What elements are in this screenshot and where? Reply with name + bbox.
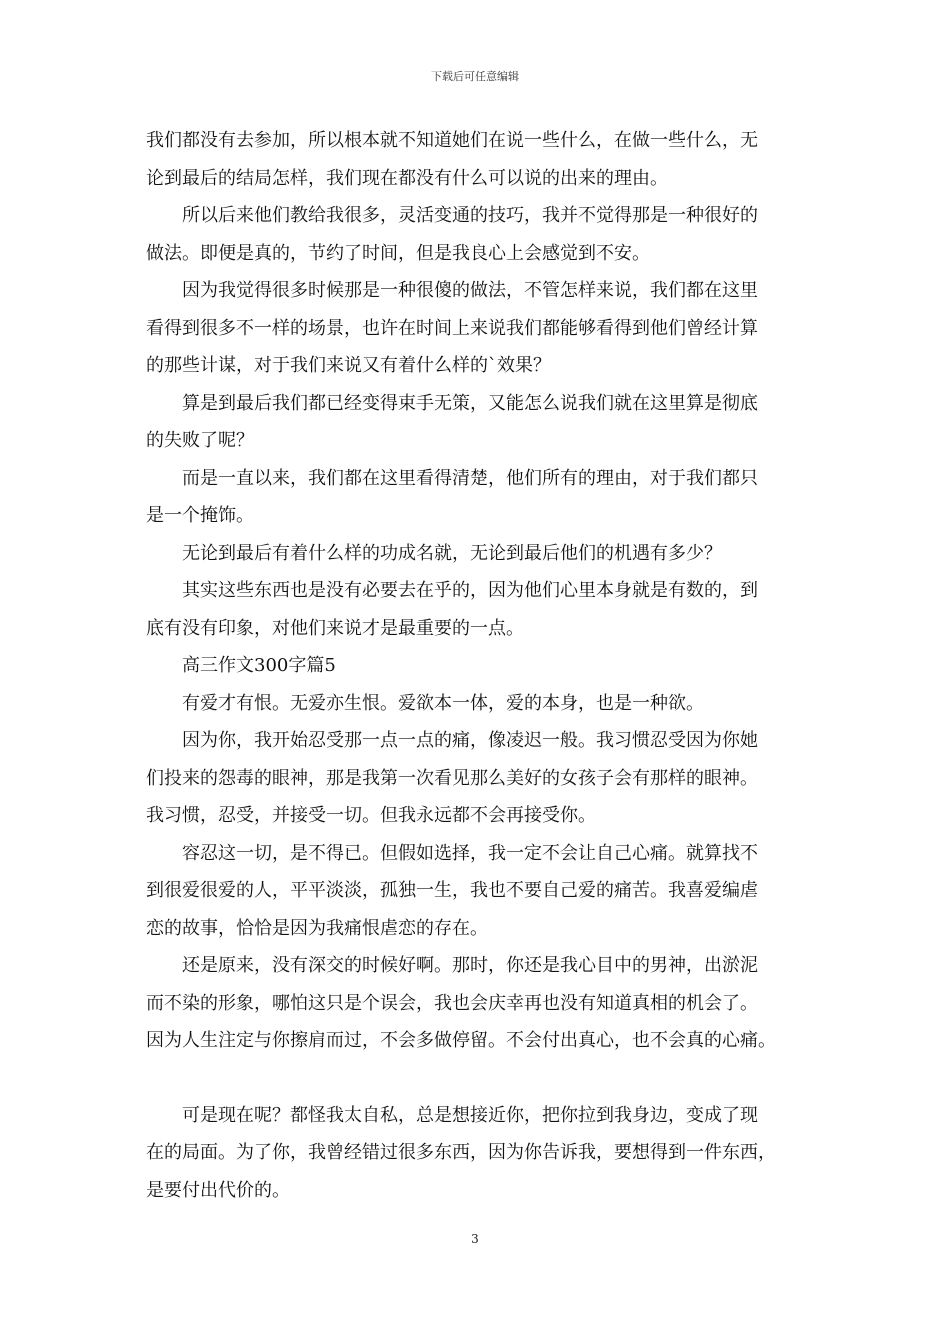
page-header: 下载后可任意编辑 [431, 70, 519, 83]
text-line: 我习惯，忍受，并接受一切。但我永远都不会再接受你。 [146, 805, 596, 826]
text-line: 有爱才有恨。无爱亦生恨。爱欲本一体，爱的本身，也是一种欲。 [182, 692, 704, 714]
text-line: 算是到最后我们都已经变得束手无策，又能怎么说我们就在这里算是彻底 [182, 392, 758, 414]
text-line: 其实这些东西也是没有必要去在乎的，因为他们心里本身就是有数的，到 [182, 580, 758, 601]
text-line: 的失败了呢？ [146, 430, 254, 451]
text-line: 因为你，我开始忍受那一点一点的痛，像凌迟一般。我习惯忍受因为你她 [182, 730, 758, 751]
text-line: 而不染的形象，哪怕这只是个误会，我也会庆幸再也没有知道真相的机会了。 [146, 992, 758, 1014]
text-line: 无论到最后有着什么样的功成名就，无论到最后他们的机遇有多少？ [182, 542, 722, 564]
text-line: 恋的故事，恰恰是因为我痛恨虐恋的存在。 [146, 917, 488, 939]
text-line: 容忍这一切，是不得已。但假如选择，我一定不会让自己心痛。就算找不 [182, 842, 758, 864]
text-line: 们投来的怨毒的眼神，那是我第一次看见那么美好的女孩子会有那样的眼神。 [146, 767, 758, 789]
text-line: 还是原来，没有深交的时候好啊。那时，你还是我心目中的男神，出淤泥 [182, 955, 758, 976]
text-line: 底有没有印象，对他们来说才是最重要的一点。 [146, 617, 524, 639]
text-line: 而是一直以来，我们都在这里看得清楚，他们所有的理由，对于我们都只 [182, 467, 758, 489]
text-line: 论到最后的结局怎样，我们现在都没有什么可以说的出来的理由。 [146, 167, 668, 189]
text-line: 在的局面。为了你，我曾经错过很多东西，因为你告诉我，要想得到一件东西， [146, 1142, 776, 1163]
text-line: 是要付出代价的。 [146, 1179, 290, 1201]
text-line: 是一个掩饰。 [146, 505, 254, 526]
text-line: 看得到很多不一样的场景，也许在时间上来说我们都能够看得到他们曾经计算 [146, 317, 758, 339]
page-number: 3 [471, 1232, 479, 1246]
text-line: 可是现在呢？都怪我太自私，总是想接近你，把你拉到我身边，变成了现 [182, 1104, 758, 1126]
text-line: 所以后来他们教给我很多，灵活变通的技巧，我并不觉得那是一种很好的 [182, 205, 758, 226]
paragraph-gap [146, 1060, 818, 1097]
text-line: 到很爱很爱的人，平平淡淡，孤独一生，我也不要自己爱的痛苦。我喜爱编虐 [146, 880, 758, 901]
section-heading: 高三作文300字篇5 [182, 655, 336, 676]
text-line: 因为我觉得很多时候那是一种很傻的做法，不管怎样来说，我们都在这里 [182, 280, 758, 301]
text-line: 的那些计谋，对于我们来说又有着什么样的`效果？ [146, 355, 551, 376]
document-body [146, 122, 818, 1209]
text-line: 因为人生注定与你擦肩而过，不会多做停留。不会付出真心，也不会真的心痛。 [146, 1030, 776, 1051]
text-line: 我们都没有去参加，所以根本就不知道她们在说一些什么，在做一些什么，无 [146, 130, 758, 151]
text-line: 做法。即便是真的，节约了时间，但是我良心上会感觉到不安。 [146, 242, 650, 264]
